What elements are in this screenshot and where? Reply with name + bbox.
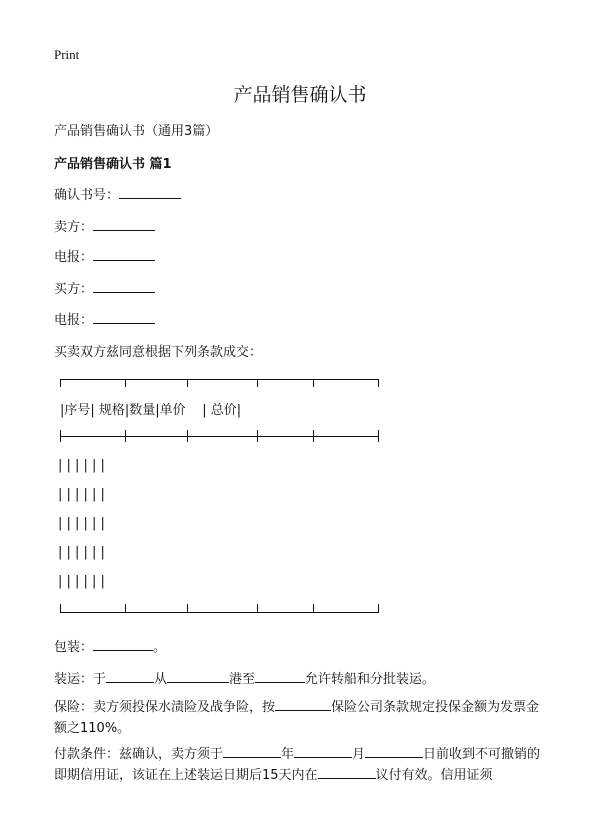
payment-part2: 日前收到不可撤销的即期信用证，该证在上述装运日期后15天内在 [54,747,541,783]
insurance-part1: 保险：卖方须投保水渍险及战争险，按 [54,700,276,715]
table-tick [125,604,126,612]
payment-place-blank [318,766,376,779]
table-header-cell: |数量 [124,403,156,418]
table-tick [378,604,379,612]
packing-blank [93,638,153,651]
confirmation-no-field [54,184,181,203]
table-top-rule [60,379,379,380]
table-tick [313,379,314,387]
seller-cable-blank [93,248,155,261]
buyer-cable-label: 电报： [54,313,94,328]
buyer-field [54,278,155,297]
payment-month: 月 [352,747,366,762]
packing-end: 。 [153,640,167,655]
section-heading: 产品销售确认书 篇1 [54,157,172,172]
table-tick [60,430,61,442]
payment-year-blank [223,745,281,758]
table-tick [313,430,314,442]
table-tick [257,379,258,387]
document-subtitle: 产品销售确认书（通用3篇） [54,124,219,139]
table-header-cell: | 总价 [202,403,237,418]
intro-text: 买卖双方兹同意根据下列条款成交： [54,345,263,360]
table-tick [125,379,126,387]
table-row: | | | | | | [58,516,105,531]
seller-field [54,216,155,235]
table-header-cell: |序号 [60,403,91,418]
table-tick [60,604,61,612]
payment-month-blank [294,745,352,758]
table-tick [187,430,188,442]
shipment-origin-blank [167,670,229,683]
seller-cable-label: 电报： [54,250,94,265]
confirmation-no-blank [119,186,181,199]
table-mid-rule [60,436,379,437]
table-bottom-rule [60,612,379,613]
table-tick [313,604,314,612]
shipment-tail: 允许转船和分批装运。 [305,672,436,687]
payment-clause [54,744,550,786]
shipment-from: 从 [154,672,168,687]
table-header-cell: | 规格 [90,403,125,418]
table-row: | | | | | | [58,545,105,560]
seller-blank [93,218,155,231]
table-header-cell: |单价 [155,403,186,418]
table-tick [125,430,126,442]
shipment-destination-blank [255,670,305,683]
print-label[interactable]: Print [54,47,80,62]
document-title: 产品销售确认书 [233,84,367,106]
table-row: | | | | | | [58,574,105,589]
table-tick [60,379,61,387]
seller-label: 卖方： [54,220,94,235]
seller-cable-field [54,246,155,265]
table-header-cell: | [236,403,242,418]
shipment-port-to: 港至 [229,672,256,687]
buyer-label: 买方： [54,282,94,297]
table-tick [378,430,379,442]
shipment-label: 装运：于 [54,672,107,687]
confirmation-no-label: 确认书号： [54,188,120,203]
payment-day-blank [365,745,423,758]
payment-part1: 付款条件：兹确认，卖方须于 [54,747,224,762]
shipment-clause [54,668,435,687]
buyer-blank [93,280,155,293]
table-tick [187,379,188,387]
table-header-row [60,399,241,418]
table-tick [257,430,258,442]
insurance-company-blank [275,698,331,711]
packing-clause [54,636,166,655]
insurance-clause [54,697,550,739]
table-row: | | | | | | [58,487,105,502]
table-tick [187,604,188,612]
payment-part3: 议付有效。信用证须 [375,768,493,783]
buyer-cable-blank [93,311,155,324]
table-tick [257,604,258,612]
table-row: | | | | | | [58,458,105,473]
shipment-date-blank [106,670,154,683]
table-tick [378,379,379,387]
buyer-cable-field [54,309,155,328]
payment-year: 年 [281,747,295,762]
insurance-part2: 保险公司条款规定投保金额为发票金额之110%。 [54,700,540,736]
packing-label: 包装： [54,640,94,655]
